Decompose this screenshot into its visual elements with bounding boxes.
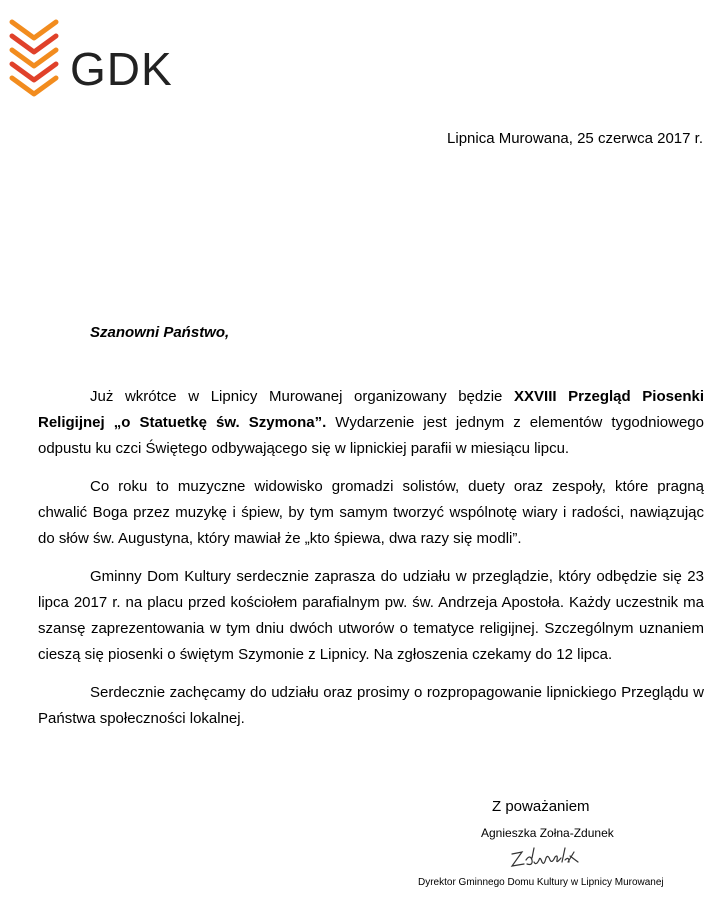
wheat-ear-icon — [6, 18, 66, 98]
closing: Z poważaniem — [492, 798, 590, 815]
event-name: XXVIII Przegląd Piosenki Religijnej „o Statuetkę św. Szymona”. — [38, 388, 704, 431]
signer-name: Agnieszka Zołna-Zdunek — [481, 826, 614, 840]
letter-body — [38, 384, 704, 744]
paragraph-4: Serdecznie zachęcamy do udziału oraz prosimy o rozpropagowanie lipnickiego Przeglądu w Państwa społeczności lokalnej. — [38, 684, 704, 727]
p1-text-a: Już wkrótce w Lipnicy Murowanej organizowany będzie — [90, 388, 515, 405]
signer-role: Dyrektor Gminnego Domu Kultury w Lipnicy Murowanej — [418, 877, 664, 888]
place-date: Lipnica Murowana, 25 czerwca 2017 r. — [447, 130, 703, 147]
paragraph-2: Co roku to muzyczne widowisko gromadzi solistów, duety oraz zespoły, które pragną chwalić Boga przez muzykę i śpiew, by tym samym tworzyć wspólnotę wiary i radości, nawiązując do słów św. Augustyna, który mawiał że „kto śpiewa, dwa razy się modli”. — [38, 478, 704, 547]
salutation: Szanowni Państwo, — [90, 324, 230, 341]
p1-text-c: Wydarzenie jest jednym z elementów tygodniowego odpustu ku czci Świętego odbywającego się w lipnickiej parafii w miesiącu lipcu. — [38, 414, 704, 457]
paragraph-1 — [38, 384, 704, 462]
paragraph-3: Gminny Dom Kultury serdecznie zaprasza do udziału w przeglądzie, który odbędzie się 23 lipca 2017 r. na placu przed kościołem parafialnym pw. św. Andrzeja Apostoła. Każdy uczestnik ma szansę zaprezentowania w tym dniu dwóch utworów o tematyce religijnej. Szczególnym uznaniem cieszą się piosenki o świętym Szymonie z Lipnicy. Na zgłoszenia czekamy do 12 lipca. — [38, 568, 704, 663]
handwritten-signature — [508, 846, 582, 872]
gdk-logo — [6, 18, 176, 98]
logo-text: GDK — [70, 43, 173, 95]
